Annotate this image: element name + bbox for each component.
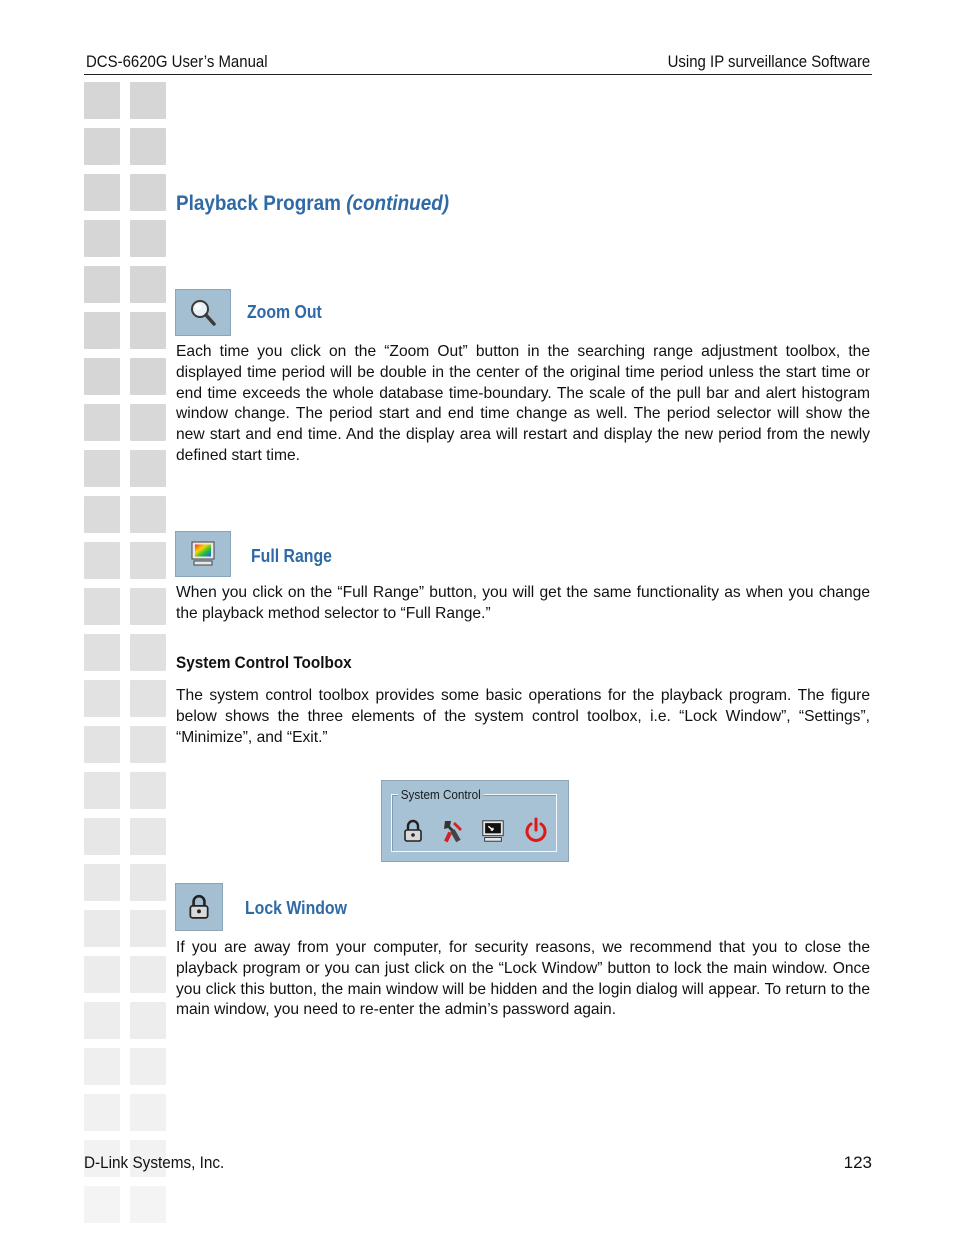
- decorative-tile: [130, 82, 166, 119]
- decorative-tile: [84, 1048, 120, 1085]
- decorative-tile: [130, 1048, 166, 1085]
- decorative-tile: [84, 588, 120, 625]
- zoom-out-button-image: [175, 289, 231, 336]
- decorative-tile: [84, 128, 120, 165]
- decorative-tile: [130, 680, 166, 717]
- header-manual-title: DCS-6620G User’s Manual: [86, 52, 268, 71]
- page-number: 123: [843, 1153, 872, 1172]
- decorative-tile: [84, 82, 120, 119]
- decorative-tile: [130, 588, 166, 625]
- section-title: [176, 192, 449, 216]
- decorative-tile: [84, 1094, 120, 1131]
- lock-window-heading: Lock Window: [245, 898, 347, 918]
- decorative-tile: [84, 818, 120, 855]
- decorative-tile: [84, 312, 120, 349]
- decorative-tile: [84, 496, 120, 533]
- minimize-monitor-icon: [480, 818, 506, 844]
- zoom-out-description: Each time you click on the “Zoom Out” button in the searching range adjustment toolbox, the displayed time period will be double in the center of the original time period unless the start time or end time exceeds the whole database time-boundary. The scale of the pull bar and alert histogram window change. The period start and end time change as well. The period selector will show the new start and end time. And the display area will restart and display the new period from the newly defined start time.: [176, 343, 870, 464]
- decorative-tile: [130, 542, 166, 579]
- decorative-tile: [84, 680, 120, 717]
- magnifier-icon: [186, 296, 220, 330]
- decorative-tile: [130, 128, 166, 165]
- lock-window-button: [400, 817, 426, 845]
- system-control-legend: System Control: [398, 787, 483, 802]
- full-range-description: When you click on the “Full Range” button, you will get the same functionality as when you change the playback method selector to “Full Range.”: [176, 584, 870, 622]
- decorative-tile: [130, 404, 166, 441]
- decorative-tile: [84, 956, 120, 993]
- lock-window-description: If you are away from your computer, for security reasons, we recommend that you to close the playback program or you can just click on the “Lock Window” button to lock the main window. Once you click this button, the main window will be hidden and the login dialog will appear. To return to the main window, you need to re-enter the admin’s password again.: [176, 939, 870, 1019]
- system-control-heading: System Control Toolbox: [176, 653, 352, 672]
- decorative-tile: [130, 1094, 166, 1131]
- system-control-description: The system control toolbox provides some basic operations for the playback program. The figure below shows the three elements of the system control toolbox, i.e. “Lock Window”, “Settings”, “Minimize”, and “Exit.”: [176, 687, 870, 746]
- full-range-button-image: [175, 531, 231, 577]
- decorative-tile: [130, 220, 166, 257]
- zoom-out-heading: Zoom Out: [247, 302, 322, 322]
- full-range-heading: Full Range: [251, 546, 332, 566]
- decorative-tile: [130, 772, 166, 809]
- decorative-tile: [130, 1002, 166, 1039]
- settings-button: [440, 817, 466, 845]
- minimize-button: [480, 817, 506, 845]
- decorative-tile-column: [84, 82, 170, 1235]
- decorative-tile: [130, 496, 166, 533]
- decorative-tile: [84, 772, 120, 809]
- decorative-tile: [84, 542, 120, 579]
- decorative-tile: [84, 358, 120, 395]
- decorative-tile: [130, 634, 166, 671]
- header-rule: [84, 74, 872, 75]
- decorative-tile: [84, 634, 120, 671]
- decorative-tile: [130, 174, 166, 211]
- decorative-tile: [84, 1002, 120, 1039]
- decorative-tile: [130, 358, 166, 395]
- decorative-tile: [84, 726, 120, 763]
- decorative-tile: [84, 1186, 120, 1223]
- decorative-tile: [84, 266, 120, 303]
- section-title-text: Playback Program: [176, 192, 341, 215]
- monitor-icon: [188, 540, 218, 568]
- decorative-tile: [130, 312, 166, 349]
- decorative-tile: [130, 266, 166, 303]
- decorative-tile: [130, 956, 166, 993]
- footer-company: D-Link Systems, Inc.: [84, 1153, 225, 1172]
- power-icon: [523, 817, 549, 845]
- decorative-tile: [130, 726, 166, 763]
- system-control-figure: [381, 780, 569, 862]
- decorative-tile: [84, 174, 120, 211]
- decorative-tile: [130, 450, 166, 487]
- decorative-tile: [130, 910, 166, 947]
- lock-window-button-image: [175, 883, 223, 931]
- decorative-tile: [84, 220, 120, 257]
- settings-tools-icon: [441, 818, 465, 844]
- decorative-tile: [84, 910, 120, 947]
- decorative-tile: [130, 864, 166, 901]
- lock-icon: [187, 894, 211, 920]
- section-title-suffix: (continued): [346, 192, 450, 215]
- exit-button: [523, 817, 549, 845]
- lock-icon: [402, 819, 424, 843]
- decorative-tile: [130, 818, 166, 855]
- header-chapter-title: Using IP surveillance Software: [667, 52, 870, 71]
- decorative-tile: [130, 1186, 166, 1223]
- decorative-tile: [84, 864, 120, 901]
- decorative-tile: [84, 450, 120, 487]
- decorative-tile: [84, 404, 120, 441]
